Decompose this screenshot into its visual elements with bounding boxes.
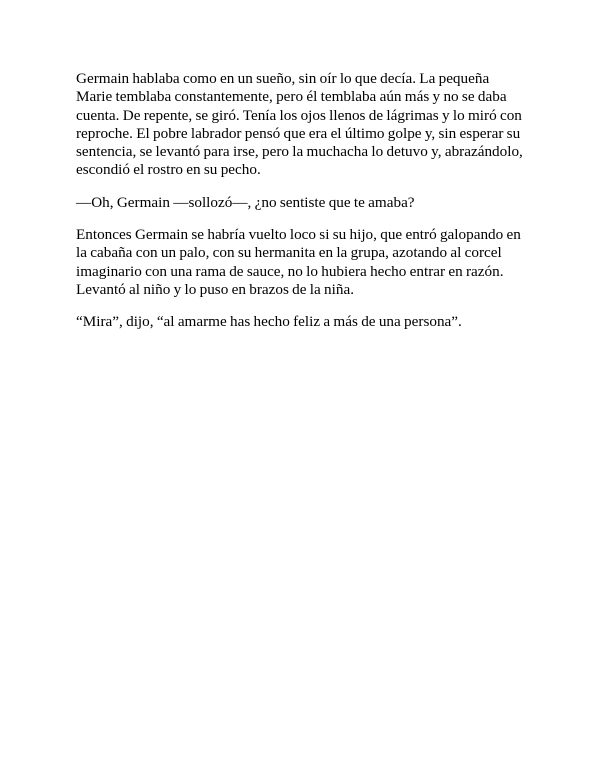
document-body	[76, 70, 528, 346]
paragraph-1: Germain hablaba como en un sueño, sin oír lo que decía. La pequeña Marie temblaba constantemente, pero él temblaba aún más y no se daba cuenta. De repente, se giró. Tenía los ojos llenos de lágrimas y lo miró con reproche. El pobre labrador pensó que era el último golpe y, sin esperar su sentencia, se levantó para irse, pero la muchacha lo detuvo y, abrazándolo, escondió el rostro en su pecho.	[76, 70, 523, 179]
paragraph-2-dialogue: —Oh, Germain —sollozó—, ¿no sentiste que te amaba?	[76, 193, 415, 211]
paragraph-4-quote: “Mira”, dijo, “al amarme has hecho feliz a más de una persona”.	[76, 313, 462, 331]
paragraph-3: Entonces Germain se habría vuelto loco si su hijo, que entró galopando en la cabaña con un palo, con su hermanita en la grupa, azotando al corcel imaginario con una rama de sauce, no lo hubiera hecho entrar en razón. Levantó al niño y lo puso en brazos de la niña.	[76, 226, 521, 298]
